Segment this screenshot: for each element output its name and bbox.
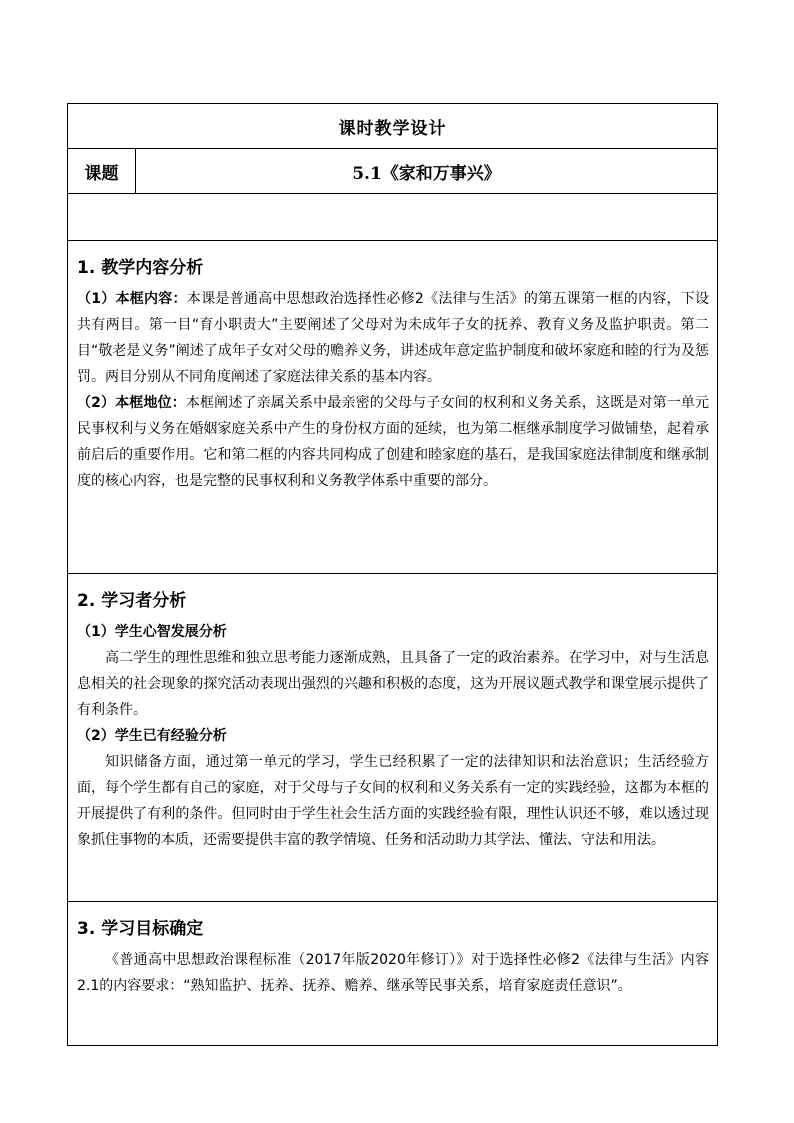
topic-value: 5.1《家和万事兴》: [136, 149, 718, 194]
paragraph-text: 本框阐述了亲属关系中最亲密的父母与子女间的权利和义务关系，这既是对第一单元民事权利与义务在婚姻家庭关系中产生的身份权方面的延续，也为第二框继承制度学习做铺垫，起着承前启后的重要作用。它和第二框的内容共同构成了创建和睦家庭的基石，是我国家庭法律制度和继承制度的核心内容，也是完整的民事权利和义务教学体系中重要的部分。: [77, 395, 710, 489]
subheading: （1）学生心智发展分析: [77, 624, 227, 640]
lesson-design-table: [67, 103, 718, 1046]
section-heading: 1. 教学内容分析: [77, 258, 204, 278]
paragraph-text: 知识储备方面，通过第一单元的学习，学生已经积累了一定的法律知识和法治意识；生活经验方面，每个学生都有自己的家庭，对于父母与子女间的权利和义务关系有一定的实践经验，这都为本框的开展提供了有利的条件。但同时由于学生社会生活方面的实践经验有限，理性认识还不够，难以透过现象抓住事物的本质，还需要提供丰富的教学情境、任务和活动助力其学法、懂法、守法和用法。: [77, 754, 709, 848]
paragraph-label: （2）本框地位：: [77, 395, 186, 411]
document-title: 课时教学设计: [68, 104, 718, 149]
paragraph-text: 本课是普通高中思想政治选择性必修2《法律与生活》的第五课第一框的内容，下设共有两目。第一目“育小职责大”主要阐述了父母对为未成年子女的抚养、教育义务及监护职责。第二目“敬老是义务”阐述了成年子女对父母的赡养义务，讲述成年意定监护制度和破坏家庭和睦的行为及惩罚。两目分别从不同角度阐述了家庭法律关系的基本内容。: [77, 291, 709, 385]
lesson-design-sheet: [67, 103, 718, 1046]
paragraph-position: [77, 390, 709, 494]
paragraph-label: （1）本框内容：: [77, 291, 187, 307]
title-row: [68, 104, 718, 149]
topic-row: [68, 149, 718, 194]
paragraph-text: 高二学生的理性思维和独立思考能力逐渐成熟，且具备了一定的政治素养。在学习中，对与生活息息相关的社会现象的探究活动表现出强烈的兴趣和积极的态度，这为开展议题式教学和课堂展示提供了有利条件。: [77, 650, 709, 718]
paragraph-text: 《普通高中思想政治课程标准（2017年版2020年修订）》对于选择性必修2《法律与生活》内容2.1的内容要求：“熟知监护、抚养、抚养、赡养、继承等民事关系，培育家庭责任意识”。: [77, 952, 709, 994]
section-learner-analysis: [68, 574, 718, 902]
paragraph-content: [77, 286, 709, 390]
topic-label: 课题: [68, 149, 136, 194]
section-learning-objectives: [68, 902, 718, 1046]
section-content-analysis: [68, 241, 718, 574]
empty-cell: [68, 194, 718, 241]
subheading: （2）学生已有经验分析: [77, 728, 227, 744]
empty-row: [68, 194, 718, 241]
section-heading: 3. 学习目标确定: [77, 919, 204, 939]
section-heading: 2. 学习者分析: [77, 591, 187, 611]
